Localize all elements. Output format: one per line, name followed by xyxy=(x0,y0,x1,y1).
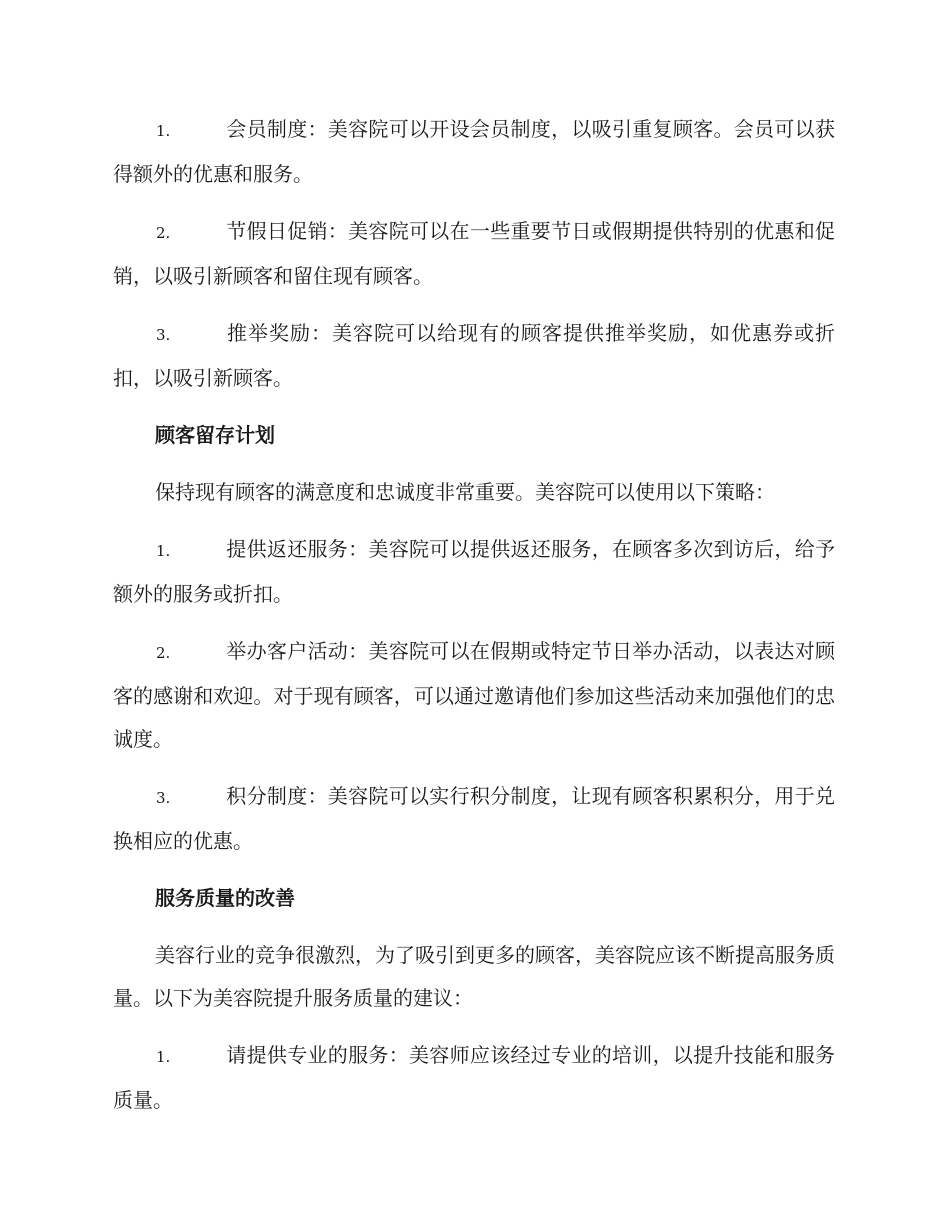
list-text: 积分制度：美容院可以实行积分制度，让现有顾客积累积分，用于兑换相应的优惠。 xyxy=(113,784,835,853)
list-text: 会员制度：美容院可以开设会员制度，以吸引重复顾客。会员可以获得额外的优惠和服务。 xyxy=(113,117,835,186)
list-number: 2. xyxy=(156,644,171,662)
list-item xyxy=(113,528,835,616)
list-item xyxy=(113,312,835,400)
list-number: 2. xyxy=(156,224,171,242)
section-intro-service-quality: 美容行业的竞争很激烈，为了吸引到更多的顾客，美容院应该不断提高服务质量。以下为美容院提升服务质量的建议： xyxy=(113,943,835,1010)
list-text: 推举奖励：美容院可以给现有的顾客提供推举奖励，如优惠券或折扣，以吸引新顾客。 xyxy=(113,321,835,390)
list-number: 1. xyxy=(156,1048,171,1066)
list-number: 1. xyxy=(156,542,171,560)
document-body xyxy=(113,108,835,1136)
list-text: 请提供专业的服务：美容师应该经过专业的培训，以提升技能和服务质量。 xyxy=(113,1043,835,1112)
list-item xyxy=(113,630,835,761)
list-text: 提供返还服务：美容院可以提供返还服务，在顾客多次到访后，给予额外的服务或折扣。 xyxy=(113,537,835,606)
list-item xyxy=(113,210,835,298)
list-item xyxy=(113,1034,835,1122)
list-text: 举办客户活动：美容院可以在假期或特定节日举办活动，以表达对顾客的感谢和欢迎。对于现有顾客，可以通过邀请他们参加这些活动来加强他们的忠诚度。 xyxy=(113,639,835,751)
list-text: 节假日促销：美容院可以在一些重要节日或假期提供特别的优惠和促销，以吸引新顾客和留住现有顾客。 xyxy=(113,219,835,288)
list-item xyxy=(113,775,835,863)
list-number: 1. xyxy=(156,122,171,140)
section-heading-service-quality: 服务质量的改善 xyxy=(155,886,295,910)
section-intro-retention: 保持现有顾客的满意度和忠诚度非常重要。美容院可以使用以下策略： xyxy=(155,480,775,504)
list-number: 3. xyxy=(156,326,171,344)
section-heading-retention: 顾客留存计划 xyxy=(155,423,275,447)
list-item xyxy=(113,108,835,196)
list-number: 3. xyxy=(156,789,171,807)
